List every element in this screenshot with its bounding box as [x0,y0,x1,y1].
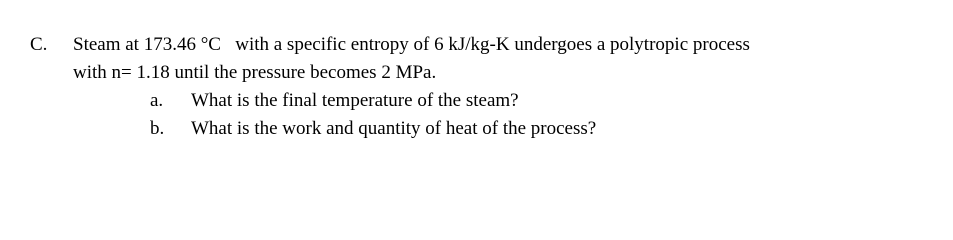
sub-question-a-text: What is the final temperature of the steam? [191,90,519,111]
problem-label: C. [30,34,48,55]
sub-question-b-label: b. [150,118,165,139]
problem-statement-line-1: Steam at 173.46 °C with a specific entropy of 6 kJ/kg-K undergoes a polytropic process [73,34,750,55]
problem-statement-line-2: with n= 1.18 until the pressure becomes 2 MPa. [73,62,437,83]
sub-question-a-label: a. [150,90,164,111]
sub-question-b-text: What is the work and quantity of heat of the process? [191,118,597,139]
